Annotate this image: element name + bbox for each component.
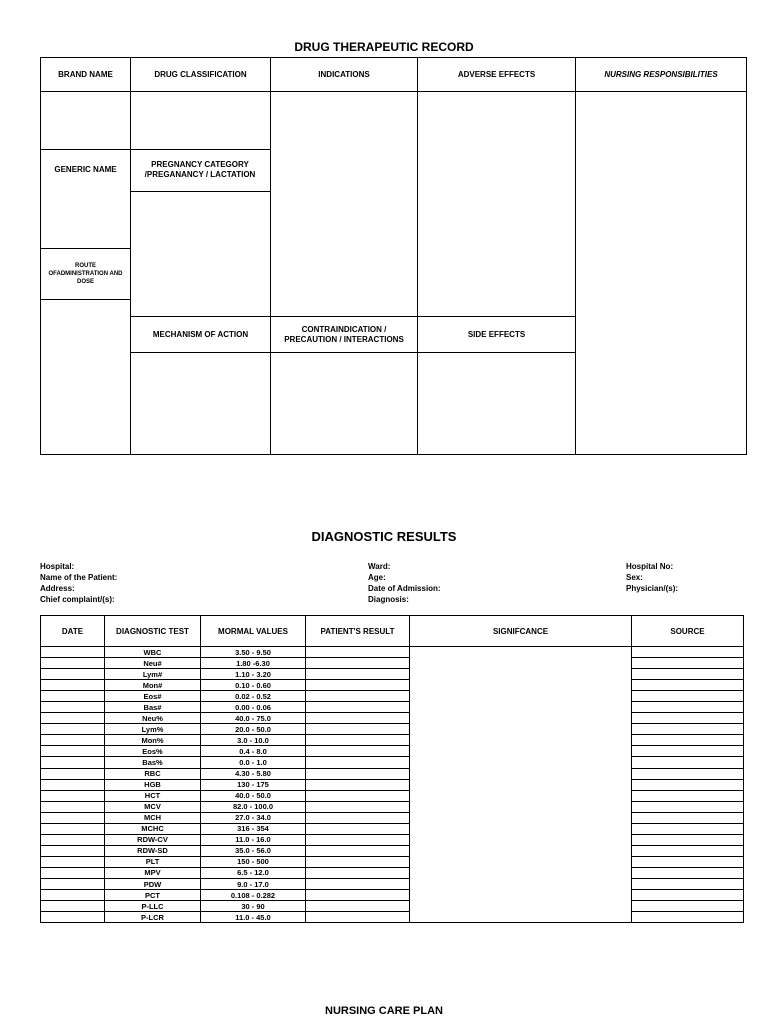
grid-line [41,91,746,92]
patient-result-cell [306,658,410,669]
date-cell [41,801,105,812]
nursing-responsibilities-label: NURSING RESPONSIBILITIES [604,69,718,79]
source-cell [632,812,744,823]
ward-label: Ward: [368,562,391,571]
table-row [41,724,744,735]
source-cell [632,790,744,801]
diagnostic-table-body [41,647,744,923]
diagnostic-test-cell: MPV [105,867,201,878]
patient-result-cell [306,669,410,680]
normal-values-cell: 11.0 - 16.0 [201,834,306,845]
patient-info-right [626,561,678,594]
date-cell [41,658,105,669]
date-cell [41,878,105,889]
table-row [41,735,744,746]
normal-values-cell: 35.0 - 56.0 [201,845,306,856]
patient-info-left [40,561,117,605]
diagnostic-test-cell: RBC [105,768,201,779]
source-cell [632,890,744,901]
patient-result-cell [306,856,410,867]
diagnostic-test-cell: Lym% [105,724,201,735]
date-cell [41,768,105,779]
grid-line [130,352,575,353]
date-cell [41,812,105,823]
source-cell [632,680,744,691]
date-cell [41,779,105,790]
source-cell [632,658,744,669]
date-cell [41,647,105,658]
table-row [41,768,744,779]
physician-label: Physician/(s): [626,584,679,593]
date-cell [41,867,105,878]
normal-values-cell: 40.0 - 50.0 [201,790,306,801]
date-cell [41,823,105,834]
drug-classification-label: DRUG CLASSIFICATION [154,69,247,79]
normal-values-cell: 0.108 - 0.282 [201,890,306,901]
normal-values-cell: 3.50 - 9.50 [201,647,306,658]
source-cell [632,724,744,735]
date-cell [41,901,105,912]
date-cell [41,790,105,801]
diagnostic-title: DIAGNOSTIC RESULTS [311,529,457,544]
indications-label: INDICATIONS [318,69,370,79]
table-row [41,779,744,790]
age-label: Age: [368,573,386,582]
pregnancy-category-label: PREGNANCY CATEGORY /PREGANANCY / LACTATION [144,160,256,179]
date-cell [41,680,105,691]
diagnostic-test-cell: HCT [105,790,201,801]
drug-record-grid [40,57,747,455]
normal-values-cell: 30 - 90 [201,901,306,912]
patient-result-cell [306,812,410,823]
diagnostic-test-header: DIAGNOSTIC TEST [105,616,201,647]
normal-values-cell: 11.0 - 45.0 [201,912,306,923]
normal-values-cell: 27.0 - 34.0 [201,812,306,823]
patient-result-cell [306,691,410,702]
normal-values-cell: 0.4 - 8.0 [201,746,306,757]
diagnostic-test-cell: P-LCR [105,912,201,923]
normal-values-cell: 6.5 - 12.0 [201,867,306,878]
chief-complaint-label: Chief complaint/(s): [40,595,115,604]
table-row [41,912,744,923]
diagnostic-test-cell: P-LLC [105,901,201,912]
source-cell [632,912,744,923]
normal-values-cell: 130 - 175 [201,779,306,790]
date-cell [41,724,105,735]
route-label: ROUTE OFADMINISTRATION AND DOSE [48,263,123,285]
patient-result-cell [306,680,410,691]
normal-values-cell: 1.10 - 3.20 [201,669,306,680]
table-row [41,746,744,757]
date-cell [41,713,105,724]
adverse-effects-label: ADVERSE EFFECTS [457,69,536,79]
drug-record-title: DRUG THERAPEUTIC RECORD [294,40,474,54]
date-cell [41,856,105,867]
side-effects-label: SIDE EFFECTS [467,329,526,339]
normal-values-header: MORMAL VALUES [201,616,306,647]
grid-line [130,191,270,192]
source-cell [632,845,744,856]
diagnostic-test-cell: RDW-CV [105,834,201,845]
source-cell [632,669,744,680]
normal-values-cell: 316 - 354 [201,823,306,834]
normal-values-cell: 0.0 - 1.0 [201,757,306,768]
source-header: SOURCE [632,616,744,647]
patient-result-cell [306,901,410,912]
hospital-label: Hospital: [40,562,75,571]
source-cell [632,768,744,779]
normal-values-cell: 1.80 -6.30 [201,658,306,669]
table-row [41,845,744,856]
source-cell [632,867,744,878]
patient-result-cell [306,757,410,768]
patient-info-middle [368,561,441,605]
admission-date-label: Date of Admission: [368,584,441,593]
diagnostic-test-cell: MCV [105,801,201,812]
source-cell [632,746,744,757]
date-cell [41,702,105,713]
source-cell [632,801,744,812]
patient-result-cell [306,735,410,746]
source-cell [632,779,744,790]
source-cell [632,713,744,724]
table-row [41,713,744,724]
sex-label: Sex: [626,573,643,582]
patient-result-cell [306,647,410,658]
patient-result-cell [306,801,410,812]
care-plan-title: NURSING CARE PLAN [325,1005,443,1017]
source-cell [632,901,744,912]
date-cell [41,691,105,702]
patient-result-cell [306,790,410,801]
diagnostic-test-cell: WBC [105,647,201,658]
table-row [41,680,744,691]
diagnostic-test-cell: Bas% [105,757,201,768]
hospital-no-label: Hospital No: [626,562,674,571]
diagnostic-test-cell: Mon# [105,680,201,691]
diagnostic-test-cell: Neu% [105,713,201,724]
contraindication-label: CONTRAINDICATION / PRECAUTION / INTERACTIONS [284,324,404,344]
diagnostic-test-cell: MCHC [105,823,201,834]
date-cell [41,735,105,746]
source-cell [632,823,744,834]
significance-cell [410,647,632,923]
source-cell [632,757,744,768]
patient-result-cell [306,779,410,790]
significance-header: SIGNIFCANCE [410,616,632,647]
source-cell [632,834,744,845]
source-cell [632,878,744,889]
patient-result-cell [306,878,410,889]
normal-values-cell: 0.00 - 0.06 [201,702,306,713]
diagnostic-test-cell: Eos# [105,691,201,702]
table-row [41,878,744,889]
table-header-row [41,616,744,647]
normal-values-cell: 82.0 - 100.0 [201,801,306,812]
diagnostic-test-cell: PLT [105,856,201,867]
table-row [41,867,744,878]
normal-values-cell: 3.0 - 10.0 [201,735,306,746]
diagnostic-test-cell: RDW-SD [105,845,201,856]
date-cell [41,746,105,757]
table-row [41,801,744,812]
patient-result-cell [306,890,410,901]
source-cell [632,647,744,658]
date-cell [41,834,105,845]
patient-result-cell [306,823,410,834]
date-header: DATE [41,616,105,647]
diagnostic-test-cell: Bas# [105,702,201,713]
diagnostic-test-cell: PDW [105,878,201,889]
table-row [41,702,744,713]
address-label: Address: [40,584,75,593]
patient-result-cell [306,834,410,845]
diagnostic-test-cell: Lym# [105,669,201,680]
diagnostic-test-cell: Neu# [105,658,201,669]
patient-result-cell [306,845,410,856]
source-cell [632,735,744,746]
grid-line [417,58,418,454]
patient-result-cell [306,746,410,757]
normal-values-cell: 0.10 - 0.60 [201,680,306,691]
patient-result-cell [306,768,410,779]
normal-values-cell: 40.0 - 75.0 [201,713,306,724]
table-row [41,890,744,901]
patient-result-cell [306,702,410,713]
table-row [41,658,744,669]
diagnostic-test-cell: HGB [105,779,201,790]
normal-values-cell: 4.30 - 5.80 [201,768,306,779]
table-row [41,823,744,834]
grid-line [41,299,130,300]
source-cell [632,691,744,702]
patient-name-label: Name of the Patient: [40,573,118,582]
diagnostic-test-cell: Eos% [105,746,201,757]
table-row [41,691,744,702]
table-row [41,901,744,912]
source-cell [632,856,744,867]
table-row [41,812,744,823]
mechanism-label: MECHANISM OF ACTION [152,329,249,339]
source-cell [632,702,744,713]
table-row [41,834,744,845]
normal-values-cell: 9.0 - 17.0 [201,878,306,889]
table-row [41,856,744,867]
normal-values-cell: 20.0 - 50.0 [201,724,306,735]
diagnosis-label: Diagnosis: [368,595,409,604]
patient-result-cell [306,867,410,878]
generic-name-label: GENERIC NAME [54,165,117,174]
date-cell [41,757,105,768]
patient-result-cell [306,912,410,923]
table-row [41,669,744,680]
normal-values-cell: 150 - 500 [201,856,306,867]
brand-name-label: BRAND NAME [58,69,113,79]
table-row [41,790,744,801]
grid-line [575,58,576,454]
normal-values-cell: 0.02 - 0.52 [201,691,306,702]
diagnostic-test-cell: Mon% [105,735,201,746]
date-cell [41,890,105,901]
grid-line [130,58,131,454]
table-row [41,647,744,658]
patient-result-cell [306,724,410,735]
patient-result-header: PATIENT'S RESULT [306,616,410,647]
date-cell [41,912,105,923]
date-cell [41,845,105,856]
date-cell [41,669,105,680]
table-row [41,757,744,768]
diagnostic-test-cell: PCT [105,890,201,901]
diagnostic-test-cell: MCH [105,812,201,823]
patient-result-cell [306,713,410,724]
diagnostic-table [40,615,744,923]
grid-line [270,58,271,454]
